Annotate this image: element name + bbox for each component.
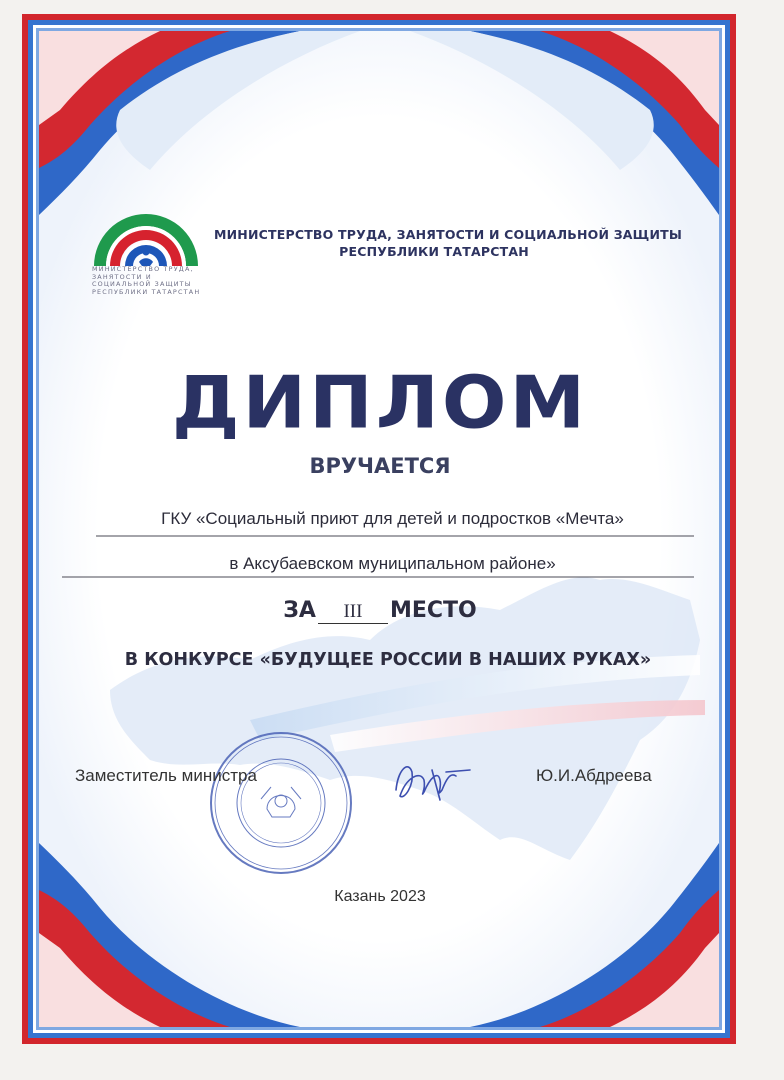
place-value: III	[318, 601, 388, 624]
city-year: Казань 2023	[334, 888, 426, 905]
ministry-title-line1: МИНИСТЕРСТВО ТРУДА, ЗАНЯТОСТИ И СОЦИАЛЬНОЙ ЗАЩИТЫ	[214, 227, 682, 242]
place-prefix: ЗА	[283, 598, 316, 623]
contest-name: В КОНКУРСЕ «БУДУЩЕЕ РОССИИ В НАШИХ РУКАХ»	[124, 650, 652, 670]
place-suffix: МЕСТО	[389, 598, 477, 623]
ministry-title-line2: РЕСПУБЛИКИ ТАТАРСТАН	[339, 244, 529, 259]
recipient-line-1: ГКУ «Социальный приют для детей и подростков «Мечта»	[161, 509, 624, 528]
signatory-position: Заместитель министра	[75, 766, 257, 785]
place-row	[0, 598, 760, 624]
diploma-title: ДИПЛОМ	[171, 360, 589, 445]
logo-caption: МИНИСТЕРСТВО ТРУДА, ЗАНЯТОСТИ И СОЦИАЛЬНОЙ ЗАЩИТЫ РЕСПУБЛИКИ ТАТАРСТАН	[92, 265, 201, 296]
awarded-label: ВРУЧАЕТСЯ	[309, 454, 451, 478]
recipient-line-2: в Аксубаевском муниципальном районе»	[229, 554, 556, 573]
ministry-title	[214, 226, 682, 260]
content-area	[39, 31, 719, 1027]
signatory-name: Ю.И.Абдреева	[536, 766, 652, 785]
